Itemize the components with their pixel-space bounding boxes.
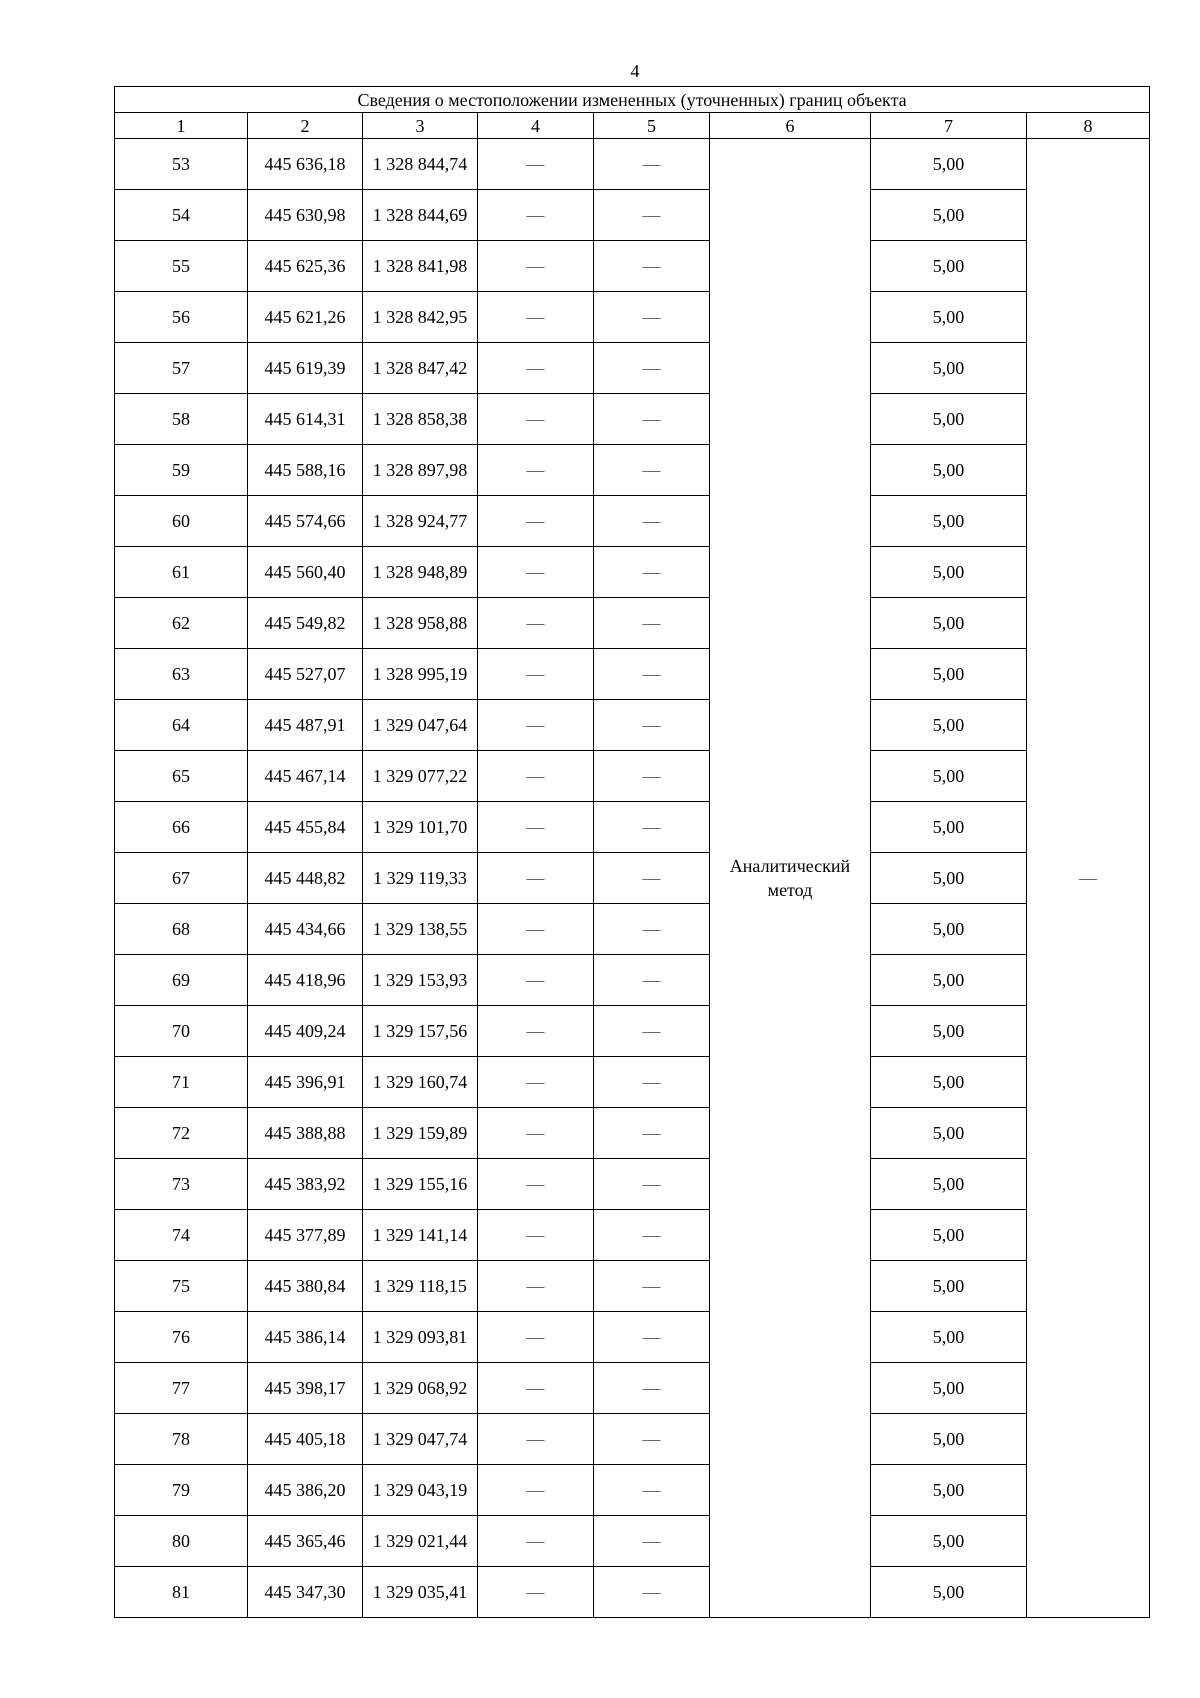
coordinate-y: 1 328 847,42 [363,343,478,394]
column-4-value: — [478,1465,594,1516]
accuracy-value: 5,00 [871,1057,1027,1108]
coordinate-y: 1 329 047,74 [363,1414,478,1465]
table-row [115,445,1150,496]
column-4-value: — [478,1312,594,1363]
table-row [115,802,1150,853]
column-5-value: — [594,649,710,700]
accuracy-value: 5,00 [871,394,1027,445]
accuracy-value: 5,00 [871,598,1027,649]
column-4-value: — [478,445,594,496]
coordinate-x: 445 365,46 [248,1516,363,1567]
point-number: 55 [115,241,248,292]
table-row [115,1414,1150,1465]
point-number: 68 [115,904,248,955]
table-row [115,853,1150,904]
column-4-value: — [478,955,594,1006]
column-4-value: — [478,700,594,751]
point-number: 77 [115,1363,248,1414]
coordinate-y: 1 328 858,38 [363,394,478,445]
column-header: 1 [115,113,248,139]
column-header: 5 [594,113,710,139]
coordinate-y: 1 329 155,16 [363,1159,478,1210]
column-5-value: — [594,547,710,598]
coordinate-y: 1 328 841,98 [363,241,478,292]
accuracy-value: 5,00 [871,802,1027,853]
column-5-value: — [594,343,710,394]
column-5-value: — [594,292,710,343]
point-number: 69 [115,955,248,1006]
coordinate-y: 1 329 047,64 [363,700,478,751]
coordinate-y: 1 329 119,33 [363,853,478,904]
table-row [115,1261,1150,1312]
coordinate-y: 1 329 021,44 [363,1516,478,1567]
coordinate-x: 445 418,96 [248,955,363,1006]
coordinate-y: 1 328 924,77 [363,496,478,547]
point-number: 66 [115,802,248,853]
column-5-value: — [594,751,710,802]
coordinate-y: 1 329 101,70 [363,802,478,853]
table-row [115,190,1150,241]
coordinate-x: 445 455,84 [248,802,363,853]
coordinate-x: 445 347,30 [248,1567,363,1618]
point-number: 58 [115,394,248,445]
coordinate-x: 445 386,20 [248,1465,363,1516]
accuracy-value: 5,00 [871,496,1027,547]
accuracy-value: 5,00 [871,1312,1027,1363]
page-number: 4 [630,61,640,81]
coordinate-x: 445 383,92 [248,1159,363,1210]
point-number: 56 [115,292,248,343]
table-row [115,955,1150,1006]
boundary-coordinates-table [114,86,1150,1618]
column-header: 3 [363,113,478,139]
accuracy-value: 5,00 [871,1567,1027,1618]
coordinate-x: 445 388,88 [248,1108,363,1159]
column-4-value: — [478,1108,594,1159]
table-row [115,1108,1150,1159]
coordinate-x: 445 467,14 [248,751,363,802]
column-5-value: — [594,445,710,496]
coordinate-x: 445 621,26 [248,292,363,343]
table-row [115,1057,1150,1108]
point-number: 59 [115,445,248,496]
coordinate-x: 445 386,14 [248,1312,363,1363]
coordinate-y: 1 329 141,14 [363,1210,478,1261]
point-number: 61 [115,547,248,598]
coordinate-y: 1 329 159,89 [363,1108,478,1159]
column-4-value: — [478,1567,594,1618]
column-5-value: — [594,1261,710,1312]
table-row [115,1567,1150,1618]
column-5-value: — [594,1516,710,1567]
point-number: 73 [115,1159,248,1210]
column-4-value: — [478,241,594,292]
accuracy-value: 5,00 [871,1261,1027,1312]
table-row [115,598,1150,649]
accuracy-value: 5,00 [871,445,1027,496]
coordinate-y: 1 329 160,74 [363,1057,478,1108]
coordinate-x: 445 614,31 [248,394,363,445]
column-4-value: — [478,1006,594,1057]
coordinate-y: 1 329 035,41 [363,1567,478,1618]
table-title: Сведения о местоположении измененных (уточненных) границ объекта [115,87,1150,113]
accuracy-value: 5,00 [871,649,1027,700]
accuracy-value: 5,00 [871,751,1027,802]
column-4-value: — [478,292,594,343]
table-title-row [115,87,1150,113]
coordinate-x: 445 630,98 [248,190,363,241]
column-5-value: — [594,955,710,1006]
coordinate-x: 445 619,39 [248,343,363,394]
table-row [115,1210,1150,1261]
table-row [115,649,1150,700]
accuracy-value: 5,00 [871,1465,1027,1516]
column-4-value: — [478,547,594,598]
coordinate-x: 445 574,66 [248,496,363,547]
point-number: 75 [115,1261,248,1312]
column-8-value: — [1027,139,1150,1618]
column-5-value: — [594,1414,710,1465]
column-4-value: — [478,904,594,955]
accuracy-value: 5,00 [871,1414,1027,1465]
coordinate-y: 1 328 995,19 [363,649,478,700]
coordinate-x: 445 527,07 [248,649,363,700]
column-4-value: — [478,343,594,394]
column-header: 8 [1027,113,1150,139]
column-4-value: — [478,649,594,700]
point-number: 65 [115,751,248,802]
accuracy-value: 5,00 [871,343,1027,394]
table-row [115,904,1150,955]
method-cell: Аналитический метод [710,139,871,1618]
table-row [115,292,1150,343]
coordinate-x: 445 405,18 [248,1414,363,1465]
accuracy-value: 5,00 [871,1363,1027,1414]
point-number: 67 [115,853,248,904]
coordinate-x: 445 396,91 [248,1057,363,1108]
accuracy-value: 5,00 [871,1159,1027,1210]
column-header-row [115,113,1150,139]
column-header: 6 [710,113,871,139]
column-5-value: — [594,802,710,853]
coordinate-x: 445 549,82 [248,598,363,649]
table-row [115,343,1150,394]
column-5-value: — [594,1210,710,1261]
coordinate-y: 1 328 844,74 [363,139,478,190]
coordinate-y: 1 328 958,88 [363,598,478,649]
column-4-value: — [478,1057,594,1108]
column-header: 7 [871,113,1027,139]
column-5-value: — [594,1159,710,1210]
coordinate-y: 1 329 138,55 [363,904,478,955]
column-4-value: — [478,139,594,190]
point-number: 74 [115,1210,248,1261]
column-header: 2 [248,113,363,139]
coordinate-y: 1 329 153,93 [363,955,478,1006]
accuracy-value: 5,00 [871,1210,1027,1261]
column-5-value: — [594,1465,710,1516]
column-5-value: — [594,139,710,190]
point-number: 64 [115,700,248,751]
coordinate-x: 445 398,17 [248,1363,363,1414]
coordinate-y: 1 328 948,89 [363,547,478,598]
point-number: 60 [115,496,248,547]
column-4-value: — [478,751,594,802]
coordinate-x: 445 377,89 [248,1210,363,1261]
column-5-value: — [594,1363,710,1414]
column-4-value: — [478,1210,594,1261]
accuracy-value: 5,00 [871,700,1027,751]
coordinate-y: 1 329 157,56 [363,1006,478,1057]
column-4-value: — [478,394,594,445]
point-number: 53 [115,139,248,190]
table-row [115,751,1150,802]
accuracy-value: 5,00 [871,1108,1027,1159]
point-number: 57 [115,343,248,394]
column-4-value: — [478,1159,594,1210]
column-5-value: — [594,1108,710,1159]
accuracy-value: 5,00 [871,853,1027,904]
table-row [115,1159,1150,1210]
column-5-value: — [594,1057,710,1108]
column-5-value: — [594,853,710,904]
coordinate-x: 445 448,82 [248,853,363,904]
point-number: 81 [115,1567,248,1618]
coordinate-y: 1 329 118,15 [363,1261,478,1312]
coordinate-y: 1 329 068,92 [363,1363,478,1414]
accuracy-value: 5,00 [871,139,1027,190]
coordinate-y: 1 328 842,95 [363,292,478,343]
column-4-value: — [478,1414,594,1465]
point-number: 78 [115,1414,248,1465]
coordinate-x: 445 487,91 [248,700,363,751]
column-4-value: — [478,802,594,853]
table-row [115,496,1150,547]
point-number: 79 [115,1465,248,1516]
accuracy-value: 5,00 [871,190,1027,241]
column-5-value: — [594,241,710,292]
column-4-value: — [478,598,594,649]
table-row [115,139,1150,190]
table-row [115,547,1150,598]
point-number: 71 [115,1057,248,1108]
point-number: 54 [115,190,248,241]
column-5-value: — [594,1567,710,1618]
column-5-value: — [594,190,710,241]
column-5-value: — [594,394,710,445]
coordinate-y: 1 329 043,19 [363,1465,478,1516]
column-4-value: — [478,496,594,547]
point-number: 72 [115,1108,248,1159]
coordinate-x: 445 434,66 [248,904,363,955]
accuracy-value: 5,00 [871,1516,1027,1567]
column-4-value: — [478,1516,594,1567]
column-5-value: — [594,598,710,649]
column-5-value: — [594,1312,710,1363]
accuracy-value: 5,00 [871,241,1027,292]
column-4-value: — [478,1363,594,1414]
coordinate-x: 445 380,84 [248,1261,363,1312]
table-row [115,241,1150,292]
coordinate-x: 445 588,16 [248,445,363,496]
table-row [115,1006,1150,1057]
column-5-value: — [594,1006,710,1057]
column-4-value: — [478,190,594,241]
point-number: 80 [115,1516,248,1567]
coordinate-x: 445 409,24 [248,1006,363,1057]
table-row [115,1312,1150,1363]
column-5-value: — [594,496,710,547]
point-number: 62 [115,598,248,649]
accuracy-value: 5,00 [871,1006,1027,1057]
table-row [115,394,1150,445]
accuracy-value: 5,00 [871,955,1027,1006]
table-row [115,700,1150,751]
point-number: 70 [115,1006,248,1057]
table-row [115,1363,1150,1414]
column-5-value: — [594,700,710,751]
coordinate-x: 445 625,36 [248,241,363,292]
column-header: 4 [478,113,594,139]
accuracy-value: 5,00 [871,547,1027,598]
coordinate-x: 445 636,18 [248,139,363,190]
column-4-value: — [478,1261,594,1312]
table-row [115,1465,1150,1516]
coordinate-x: 445 560,40 [248,547,363,598]
point-number: 63 [115,649,248,700]
column-4-value: — [478,853,594,904]
coordinate-y: 1 329 077,22 [363,751,478,802]
column-5-value: — [594,904,710,955]
accuracy-value: 5,00 [871,904,1027,955]
coordinate-y: 1 329 093,81 [363,1312,478,1363]
table-row [115,1516,1150,1567]
coordinate-y: 1 328 897,98 [363,445,478,496]
point-number: 76 [115,1312,248,1363]
coordinate-y: 1 328 844,69 [363,190,478,241]
accuracy-value: 5,00 [871,292,1027,343]
